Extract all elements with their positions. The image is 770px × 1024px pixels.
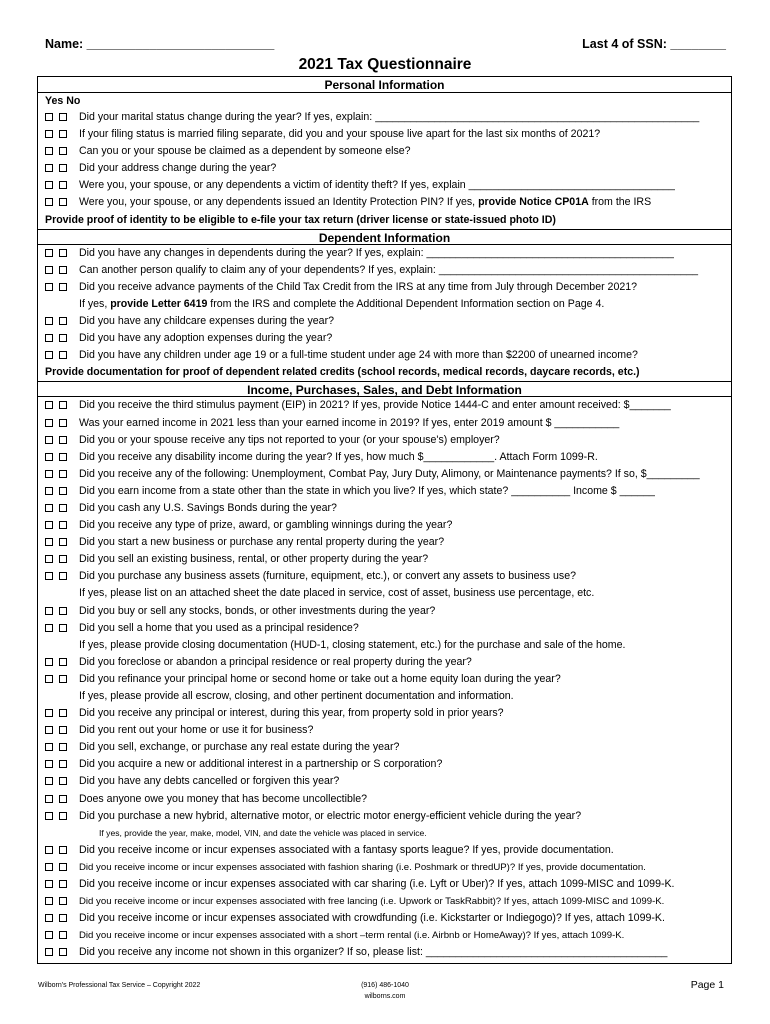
question-row [38, 517, 731, 534]
yes-checkbox[interactable] [45, 709, 53, 717]
letter-bold: provide Letter 6419 [110, 297, 208, 310]
question-row [38, 466, 731, 483]
no-checkbox[interactable] [59, 113, 67, 121]
ip-pin-bold: provide Notice CP01A [478, 196, 589, 209]
no-checkbox[interactable] [59, 334, 67, 342]
yes-checkbox[interactable] [45, 266, 53, 274]
letter-pre: If yes, [79, 297, 111, 310]
question-text: Did you foreclose or abandon a principal residence or real property during the year? [79, 655, 472, 668]
no-checkbox[interactable] [59, 351, 67, 359]
no-checkbox[interactable] [59, 453, 67, 461]
question-row [38, 722, 731, 739]
yes-checkbox[interactable] [45, 113, 53, 121]
no-checkbox[interactable] [59, 555, 67, 563]
no-checkbox[interactable] [59, 130, 67, 138]
question-row [38, 397, 731, 414]
no-checkbox[interactable] [59, 317, 67, 325]
no-checkbox[interactable] [59, 283, 67, 291]
page-title: 2021 Tax Questionnaire [298, 56, 472, 73]
question-row [38, 483, 731, 500]
question-row [38, 432, 731, 449]
yes-checkbox[interactable] [45, 812, 53, 820]
yes-checkbox[interactable] [45, 675, 53, 683]
question-text: Did you acquire a new or additional interest in a partnership or S corporation? [79, 758, 443, 771]
no-checkbox[interactable] [59, 436, 67, 444]
yes-checkbox[interactable] [45, 795, 53, 803]
question-row [38, 534, 731, 551]
yes-checkbox[interactable] [45, 401, 53, 409]
yes-checkbox[interactable] [45, 760, 53, 768]
section-heading-personal: Personal Information [38, 77, 731, 93]
continuation-row [38, 585, 731, 602]
question-row [38, 415, 731, 432]
no-checkbox[interactable] [59, 538, 67, 546]
no-checkbox[interactable] [59, 914, 67, 922]
yes-checkbox[interactable] [45, 777, 53, 785]
yes-checkbox[interactable] [45, 743, 53, 751]
yes-checkbox[interactable] [45, 948, 53, 956]
income-list [38, 397, 731, 961]
yes-checkbox[interactable] [45, 164, 53, 172]
question-row [38, 500, 731, 517]
no-checkbox[interactable] [59, 658, 67, 666]
question-text: Did you receive any disability income during the year? If yes, how much $____________. Attach Form 1099-R. [79, 450, 598, 463]
letter-post: from the IRS and complete the Additional Dependent Information section on Page 4. [207, 297, 605, 310]
question-text: Did you start a new business or purchase any rental property during the year? [79, 536, 445, 549]
question-text: Did you have any adoption expenses during the year? [79, 332, 333, 345]
question-text: Did you sell an existing business, rental, or other property during the year? [79, 553, 429, 566]
no-checkbox[interactable] [59, 181, 67, 189]
question-row [38, 944, 731, 961]
question-text: Does anyone owe you money that has become uncollectible? [79, 792, 367, 805]
yes-checkbox[interactable] [45, 607, 53, 615]
no-checkbox[interactable] [59, 743, 67, 751]
question-row [38, 620, 731, 637]
question-row [38, 245, 731, 262]
question-text: Did you buy or sell any stocks, bonds, or other investments during the year? [79, 604, 436, 617]
no-checkbox[interactable] [59, 846, 67, 854]
question-row [38, 313, 731, 330]
question-text: Did you receive any principal or interest, during this year, from property sold in prior years? [79, 707, 504, 720]
no-checkbox[interactable] [59, 401, 67, 409]
question-text: Did you cash any U.S. Savings Bonds during the year? [79, 501, 337, 514]
yes-checkbox[interactable] [45, 147, 53, 155]
name-field[interactable]: Name: ___________________________ [45, 37, 275, 51]
question-text: Did you receive income or incur expenses associated with free lancing (i.e. Upwork or TaskRabbit)? If yes, attach 1099-MISC and 1099-K. [79, 896, 665, 908]
no-checkbox[interactable] [59, 675, 67, 683]
yes-checkbox[interactable] [45, 658, 53, 666]
question-text: Did you receive any income not shown in this organizer? If so, please list: _________________________________________ [79, 946, 668, 959]
dependent-list-2 [38, 313, 731, 364]
question-row [38, 859, 731, 876]
question-text: Can you or your spouse be claimed as a dependent by someone else? [79, 145, 411, 158]
no-checkbox[interactable] [59, 249, 67, 257]
question-row [38, 654, 731, 671]
dependent-list [38, 245, 731, 296]
no-checkbox[interactable] [59, 760, 67, 768]
yes-checkbox[interactable] [45, 334, 53, 342]
yes-checkbox[interactable] [45, 317, 53, 325]
no-checkbox[interactable] [59, 521, 67, 529]
question-row [38, 808, 731, 825]
question-text: Did you have any childcare expenses during the year? [79, 315, 334, 328]
question-text: Did you sell, exchange, or purchase any real estate during the year? [79, 741, 400, 754]
section-heading-income: Income, Purchases, Sales, and Debt Information [38, 381, 731, 397]
question-text: Did you receive income or incur expenses associated with car sharing (i.e. Lyft or Uber)? If yes, attach 1099-MISC and 1099-K. [79, 878, 675, 891]
question-text: Did your marital status change during the year? If yes, explain: _______________________________________________________ [79, 111, 700, 123]
no-checkbox[interactable] [59, 572, 67, 580]
question-text: Did you receive any type of prize, award, or gambling winnings during the year? [79, 519, 453, 532]
question-text: If yes, provide the year, make, model, VIN, and date the vehicle was placed in service. [99, 827, 427, 838]
question-row [38, 705, 731, 722]
question-row [38, 603, 731, 620]
question-row [38, 347, 731, 364]
question-row [38, 671, 731, 688]
question-text: If your filing status is married filing separate, did you and your spouse live apart for the last six months of 2021? [79, 128, 601, 141]
no-checkbox[interactable] [59, 777, 67, 785]
no-checkbox[interactable] [59, 470, 67, 478]
question-row [38, 126, 731, 143]
continuation-row [38, 825, 731, 842]
yes-checkbox[interactable] [45, 504, 53, 512]
no-checkbox[interactable] [59, 931, 67, 939]
no-checkbox[interactable] [59, 419, 67, 427]
question-row [38, 893, 731, 910]
continuation-row [38, 296, 731, 313]
no-checkbox[interactable] [59, 624, 67, 632]
no-checkbox[interactable] [59, 795, 67, 803]
no-checkbox[interactable] [59, 880, 67, 888]
yes-checkbox[interactable] [45, 726, 53, 734]
question-row [38, 143, 731, 160]
question-text: Did you have any children under age 19 or a full-time student under age 24 with more than $2200 of unearned income? [79, 349, 638, 362]
yes-checkbox[interactable] [45, 181, 53, 189]
yes-checkbox[interactable] [45, 880, 53, 888]
ip-pin-post: from the IRS [588, 196, 652, 209]
question-text: Did you receive income or incur expenses associated with fashion sharing (i.e. Poshmark or thredUP)? If yes, provide documentation. [79, 861, 646, 873]
yes-checkbox[interactable] [45, 555, 53, 563]
question-row [38, 842, 731, 859]
question-text: Did you refinance your principal home or second home or take out a home equity loan during the year? [79, 672, 561, 685]
question-text: If yes, please provide all escrow, closing, and other pertinent documentation and information. [79, 690, 514, 702]
question-text: Did you receive the third stimulus payment (EIP) in 2021? If yes, provide Notice 1444-C and enter amount received: $_______ [79, 399, 671, 412]
no-checkbox[interactable] [59, 164, 67, 172]
question-text: Did you receive advance payments of the Child Tax Credit from the IRS at any time from July through December 2021? [79, 280, 638, 293]
ip-pin-pre: Were you, your spouse, or any dependents issued an Identity Protection PIN? If yes, [79, 196, 479, 209]
section-heading-dependent: Dependent Information [38, 229, 731, 245]
question-text: Did you purchase a new hybrid, alternative motor, or electric motor energy-efficient vehicle during the year? [79, 809, 582, 822]
question-row [38, 927, 731, 944]
yes-checkbox[interactable] [45, 198, 53, 206]
no-checkbox[interactable] [59, 198, 67, 206]
no-checkbox[interactable] [59, 266, 67, 274]
question-row [38, 177, 731, 194]
question-text: Did you have any changes in dependents during the year? If yes, explain: __________________________________________ [79, 246, 674, 259]
yes-checkbox[interactable] [45, 453, 53, 461]
question-row [38, 449, 731, 466]
yes-checkbox[interactable] [45, 931, 53, 939]
yes-checkbox[interactable] [45, 283, 53, 291]
question-row [38, 773, 731, 790]
yes-checkbox[interactable] [45, 897, 53, 905]
continuation-row [38, 637, 731, 654]
continuation-row [38, 688, 731, 705]
no-checkbox[interactable] [59, 726, 67, 734]
question-row [38, 791, 731, 808]
question-row [38, 739, 731, 756]
ssn-field[interactable]: Last 4 of SSN: ________ [582, 37, 726, 51]
question-row [38, 109, 731, 126]
question-row [38, 551, 731, 568]
page-number: Page 1 [690, 979, 724, 991]
question-row [38, 330, 731, 347]
question-text: Was your earned income in 2021 less than your earned income in 2019? If yes, enter 2019 amount $ ___________ [79, 416, 620, 429]
yes-checkbox[interactable] [45, 521, 53, 529]
questionnaire-frame [37, 76, 732, 964]
no-checkbox[interactable] [59, 709, 67, 717]
question-text: Did you earn income from a state other than the state in which you live? If yes, which state? __________ Income $ ______ [79, 484, 655, 497]
yes-checkbox[interactable] [45, 572, 53, 580]
yes-no-label: Yes No [45, 95, 81, 107]
yes-checkbox[interactable] [45, 487, 53, 495]
no-checkbox[interactable] [59, 607, 67, 615]
yes-checkbox[interactable] [45, 470, 53, 478]
footer-website: wilborns.com [364, 993, 406, 1000]
question-row [38, 568, 731, 585]
yes-checkbox[interactable] [45, 863, 53, 871]
no-checkbox[interactable] [59, 897, 67, 905]
question-text: Did you sell a home that you used as a principal residence? [79, 621, 359, 634]
question-text: Did you receive income or incur expenses associated with a fantasy sports league? If yes, provide documentation. [79, 843, 614, 856]
question-row [38, 194, 731, 211]
no-checkbox[interactable] [59, 487, 67, 495]
question-row [38, 876, 731, 893]
no-checkbox[interactable] [59, 863, 67, 871]
question-text: Were you, your spouse, or any dependents a victim of identity theft? If yes, explain ___________________________________ [79, 179, 675, 192]
question-text: If yes, please provide closing documentation (HUD-1, closing statement, etc.) for the purchase and sale of the home. [79, 638, 626, 651]
question-row [38, 279, 731, 296]
yes-checkbox[interactable] [45, 624, 53, 632]
question-text: Did you purchase any business assets (furniture, equipment, etc.), or convert any assets to business use? [79, 570, 576, 583]
question-text: If yes, please list on an attached sheet the date placed in service, cost of asset, business use percentage, etc. [79, 587, 595, 600]
yes-checkbox[interactable] [45, 351, 53, 359]
yes-checkbox[interactable] [45, 419, 53, 427]
no-checkbox[interactable] [59, 812, 67, 820]
question-row [38, 910, 731, 927]
dependent-note: Provide documentation for proof of dependent related credits (school records, medical records, daycare records, etc.) [45, 366, 640, 379]
question-text: Did you or your spouse receive any tips not reported to your (or your spouse's) employer? [79, 433, 500, 446]
question-text: Did you have any debts cancelled or forgiven this year? [79, 775, 340, 788]
yes-checkbox[interactable] [45, 538, 53, 546]
footer-phone: (916) 486-1040 [361, 982, 409, 989]
no-checkbox[interactable] [59, 147, 67, 155]
personal-note: Provide proof of identity to be eligible to e-file your tax return (driver license or state-issued photo ID) [45, 213, 556, 226]
question-text: Did you receive income or incur expenses associated with a short –term rental (i.e. Airbnb or HomeAway)? If yes, attach 1099-K. [79, 930, 625, 942]
question-text: Did you receive any of the following: Unemployment, Combat Pay, Jury Duty, Alimony, or Maintenance payments? If so, $_________ [79, 467, 700, 480]
yes-checkbox[interactable] [45, 914, 53, 922]
question-text: Can another person qualify to claim any of your dependents? If yes, explain: ____________________________________________ [79, 263, 699, 276]
question-text: Did you receive income or incur expenses associated with crowdfunding (i.e. Kickstarter or Indiegogo)? If yes, attach 1099-K. [79, 912, 665, 925]
yes-checkbox[interactable] [45, 130, 53, 138]
question-text: Did your address change during the year? [79, 162, 277, 175]
yes-checkbox[interactable] [45, 846, 53, 854]
no-checkbox[interactable] [59, 948, 67, 956]
yes-checkbox[interactable] [45, 436, 53, 444]
question-text: Did you rent out your home or use it for business? [79, 724, 314, 737]
footer-copyright: Wilborn's Professional Tax Service – Copyright 2022 [38, 982, 201, 989]
yes-checkbox[interactable] [45, 249, 53, 257]
question-row [38, 160, 731, 177]
question-row [38, 262, 731, 279]
no-checkbox[interactable] [59, 504, 67, 512]
question-row [38, 756, 731, 773]
personal-list [38, 109, 731, 194]
